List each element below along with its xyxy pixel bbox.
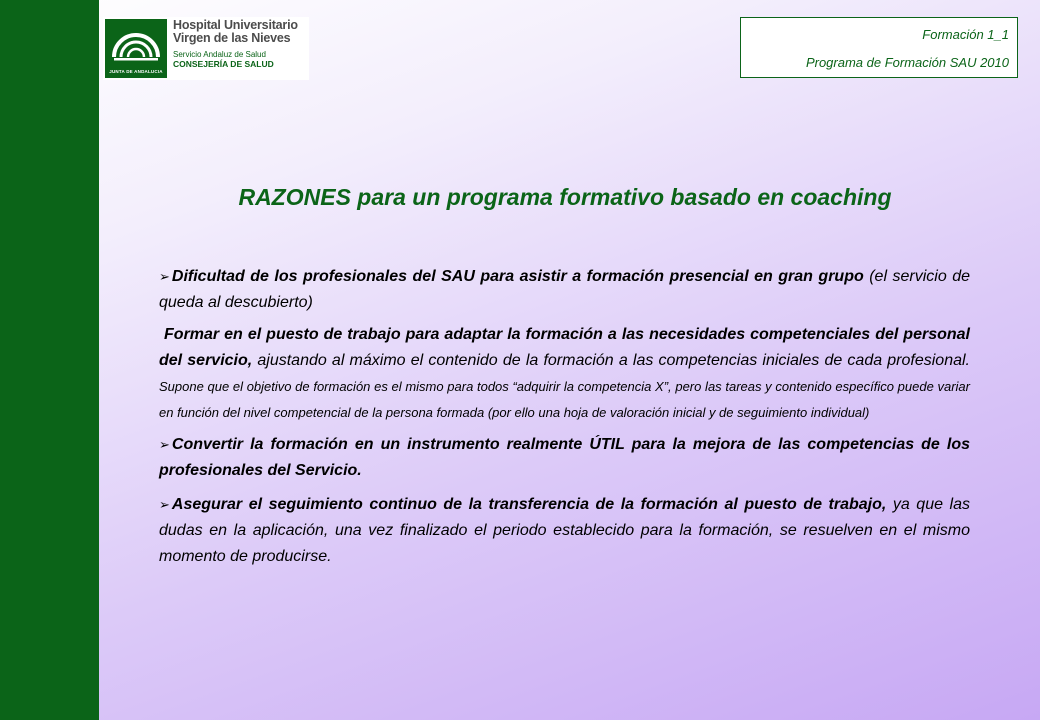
list-item — [159, 492, 970, 570]
arrow-bullet-icon: ➢ — [159, 437, 170, 452]
item-1-normal: (el servicio de queda al descubierto) — [159, 268, 970, 311]
logo-line-1: Hospital Universitario — [173, 18, 298, 32]
arrow-bullet-icon: ➢ — [159, 269, 170, 284]
item-3-bold: Convertir la formación en un instrumento realmente ÚTIL para la mejora de las competencias de los profesionales del Servicio. — [159, 436, 970, 479]
slide-content — [159, 264, 970, 570]
arch-icon — [111, 23, 161, 63]
logo-line-3: Servicio Andaluz de Salud — [173, 50, 266, 59]
item-2-small: Supone que el objetivo de formación es el mismo para todos “adquirir la competencia X”, pero las tareas y contenido específico puede variar en función del nivel competencial de la persona formada (por ello una hoja de valoración inicial y de seguimiento individual) — [159, 379, 970, 420]
item-4-bold: Asegurar el seguimiento continuo de la transferencia de la formación al puesto de trabajo, — [171, 496, 887, 513]
logo-line-4: CONSEJERÍA DE SALUD — [173, 59, 274, 69]
logo-text — [173, 19, 309, 69]
list-item — [159, 322, 970, 426]
hospital-logo — [103, 17, 309, 80]
logo-line-2: Virgen de las Nieves — [173, 31, 291, 45]
item-4-normal: ya que las dudas en la aplicación, una vez finalizado el periodo establecido para la formación, se resuelven en el mismo momento de producirse. — [159, 496, 970, 565]
list-item — [159, 264, 970, 316]
slide-title: RAZONES para un programa formativo basado en coaching — [238, 184, 892, 210]
course-badge — [740, 17, 1018, 78]
left-green-bar — [0, 0, 99, 720]
list-item — [159, 432, 970, 484]
arrow-bullet-icon: ➢ — [159, 497, 170, 512]
item-2-bold: Formar en el puesto de trabajo para adaptar la formación a las necesidades competenciales del personal del servicio, — [159, 326, 970, 369]
item-1-bold: Dificultad de los profesionales del SAU para asistir a formación presencial en gran grupo — [171, 268, 864, 285]
emblem-text: JUNTA DE ANDALUCIA — [109, 69, 163, 74]
badge-line-2: Programa de Formación SAU 2010 — [805, 55, 1009, 70]
item-2-normal: ajustando al máximo el contenido de la formación a las competencias iniciales de cada profesional. — [252, 352, 970, 369]
badge-line-1: Formación 1_1 — [922, 27, 1009, 42]
junta-andalucia-emblem — [105, 19, 167, 78]
